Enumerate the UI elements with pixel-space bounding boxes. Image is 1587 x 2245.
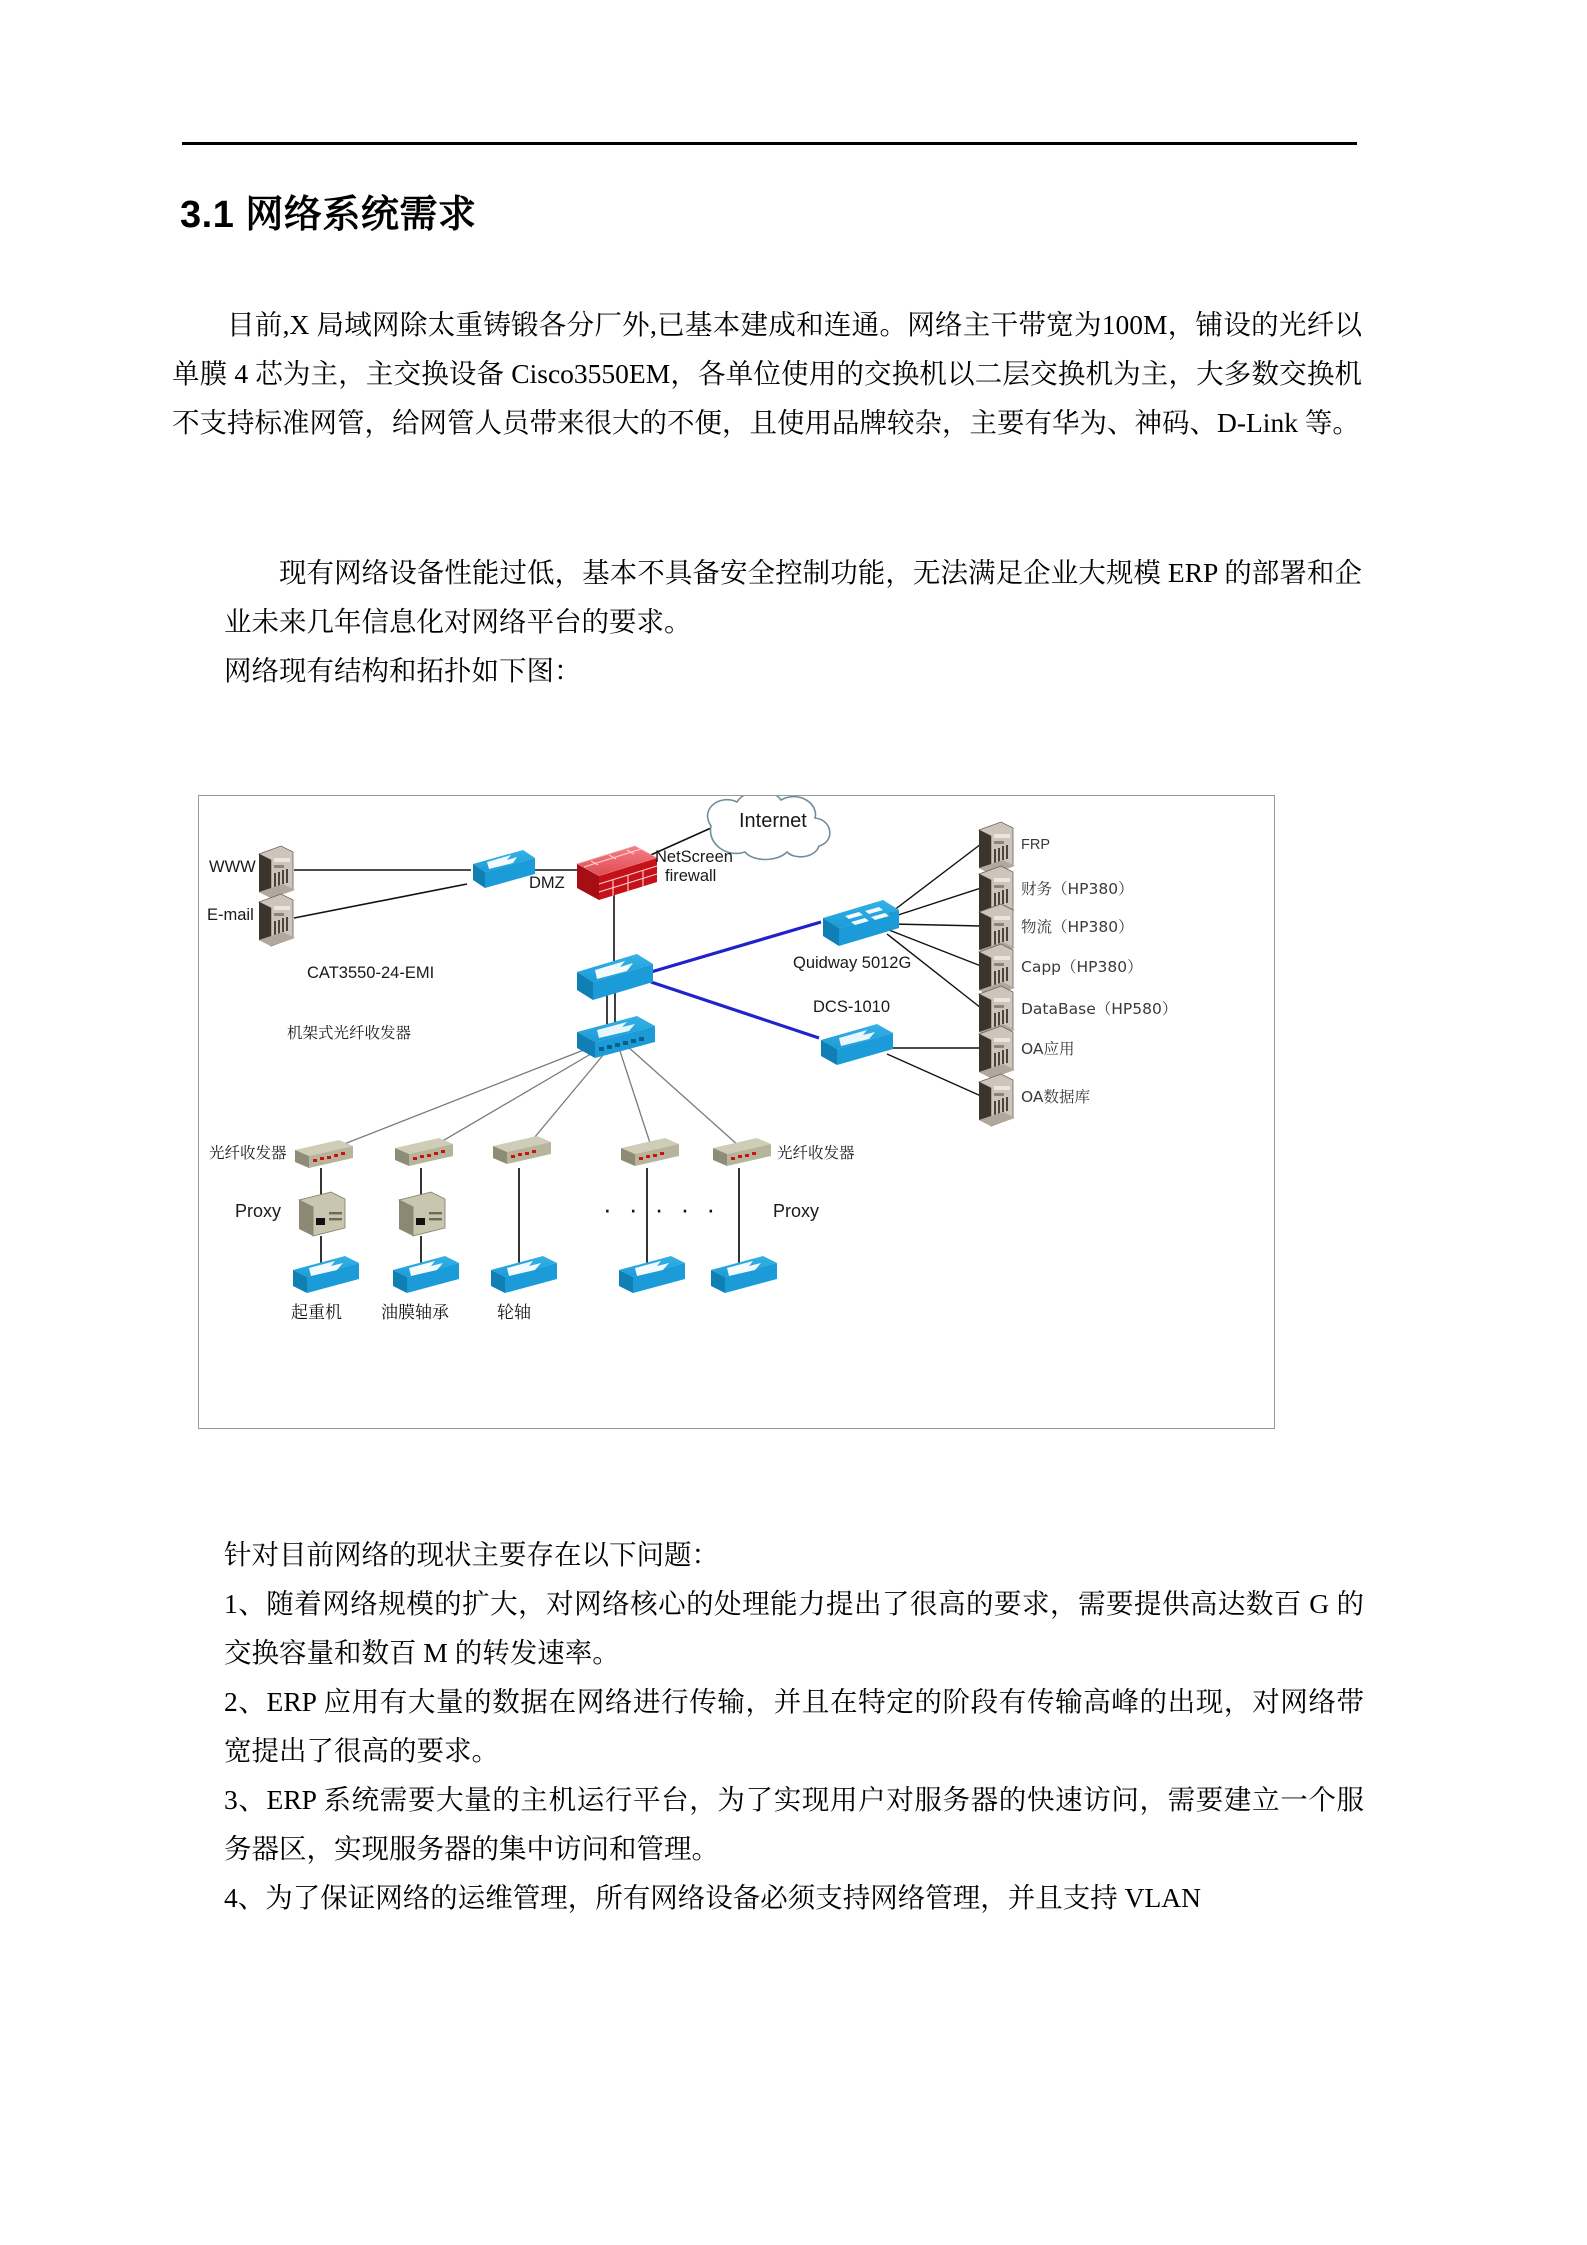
diagram-trunk-links bbox=[651, 922, 821, 1038]
label-server-finance: 财务（HP380） bbox=[1021, 880, 1134, 898]
server-tower-www bbox=[259, 846, 295, 898]
server-tower-group-quidway bbox=[979, 822, 1015, 1038]
problems-section bbox=[172, 1530, 1364, 1922]
paragraph-status bbox=[172, 548, 1362, 646]
label-fiber-transceiver-right: 光纤收发器 bbox=[777, 1144, 855, 1162]
label-core-switch: CAT3550-24-EMI bbox=[307, 964, 435, 982]
label-server-logistics: 物流（HP380） bbox=[1021, 918, 1134, 936]
paragraph-intro bbox=[172, 300, 1362, 447]
paragraph-topology-caption bbox=[172, 646, 1362, 695]
label-proxy-right: Proxy bbox=[773, 1201, 820, 1221]
paragraph-text: 目前,X 局域网除太重铸锻各分厂外,已基本建成和连通。网络主干带宽为100M，铺设的光纤以单膜 4 芯为主，主交换设备 Cisco3550EM，各单位使用的交换机以二层交换机为主，大多数交换机不支持标准网管，给网管人员带来很大的不便，且使用品牌较杂，主要有华为、神码、D-Link 等。 bbox=[172, 309, 1362, 438]
label-fiber-transceiver-left: 光纤收发器 bbox=[209, 1144, 287, 1162]
label-netscreen-line1: NetScreen bbox=[655, 848, 733, 866]
problem-item: 1、随着网络规模的扩大，对网络核心的处理能力提出了很高的要求，需要提供高达数百 G 的交换容量和数百 M 的转发速率。 bbox=[224, 1588, 1364, 1668]
label-server-oa-app: OA应用 bbox=[1021, 1040, 1075, 1058]
dmz-switch-icon bbox=[473, 850, 535, 888]
label-server-database: DataBase（HP580） bbox=[1021, 1000, 1178, 1018]
fiber-rack-links bbox=[334, 1046, 739, 1148]
problem-item: 4、为了保证网络的运维管理，所有网络设备必须支持网络管理，并且支持 VLAN bbox=[224, 1882, 1201, 1913]
problems-intro: 针对目前网络的现状主要存在以下问题： bbox=[224, 1539, 719, 1570]
label-access-crane: 起重机 bbox=[291, 1303, 342, 1323]
label-server-capp: Capp（HP380） bbox=[1021, 958, 1143, 976]
paragraph-text: 网络现有结构和拓扑如下图： bbox=[224, 655, 582, 686]
label-access-axle: 轮轴 bbox=[497, 1303, 531, 1323]
paragraph-text: 现有网络设备性能过低，基本不具备安全控制功能，无法满足企业大规模 ERP 的部署和企业未来几年信息化对网络平台的要求。 bbox=[224, 557, 1362, 637]
label-server-oa-db: OA数据库 bbox=[1021, 1088, 1091, 1106]
core-switch-icon bbox=[577, 954, 653, 1000]
proxy-box-left bbox=[299, 1192, 345, 1236]
page-title: 3.1 网络系统需求 bbox=[180, 194, 477, 236]
label-email: E-mail bbox=[207, 906, 254, 924]
network-topology-diagram bbox=[198, 795, 1275, 1429]
quidway-switch-icon bbox=[823, 900, 899, 946]
header-rule bbox=[182, 142, 1357, 145]
label-dcs: DCS-1010 bbox=[813, 998, 891, 1016]
label-server-frp: FRP bbox=[1021, 837, 1050, 853]
server-tower-group-dcs bbox=[979, 1026, 1015, 1126]
label-ellipsis: · · · · · bbox=[603, 1194, 721, 1224]
access-switch-group bbox=[293, 1256, 777, 1293]
label-netscreen-line2: firewall bbox=[665, 867, 717, 885]
label-fiber-rack: 机架式光纤收发器 bbox=[287, 1024, 412, 1042]
proxy-box-right bbox=[399, 1192, 445, 1236]
problem-item: 3、ERP 系统需要大量的主机运行平台，为了实现用户对服务器的快速访问，需要建立一个服务器区，实现服务器的集中访问和管理。 bbox=[224, 1784, 1364, 1864]
firewall-icon bbox=[577, 846, 657, 900]
label-dmz: DMZ bbox=[529, 874, 565, 892]
problem-item: 2、ERP 应用有大量的数据在网络进行传输，并且在特定的阶段有传输高峰的出现，对网络带宽提出了很高的要求。 bbox=[224, 1686, 1364, 1766]
label-quidway: Quidway 5012G bbox=[793, 954, 912, 972]
server-tower-email bbox=[259, 894, 295, 946]
label-internet: Internet bbox=[739, 810, 807, 832]
label-www: WWW bbox=[209, 858, 256, 876]
label-access-bearing: 油膜轴承 bbox=[381, 1303, 449, 1323]
label-proxy-left: Proxy bbox=[235, 1201, 282, 1221]
fiber-transceiver-group bbox=[295, 1136, 771, 1168]
dcs-server-links bbox=[887, 1048, 981, 1096]
dcs-switch-icon bbox=[821, 1024, 893, 1065]
quidway-server-links bbox=[887, 844, 981, 1008]
fiber-rack-icon bbox=[577, 1016, 655, 1058]
